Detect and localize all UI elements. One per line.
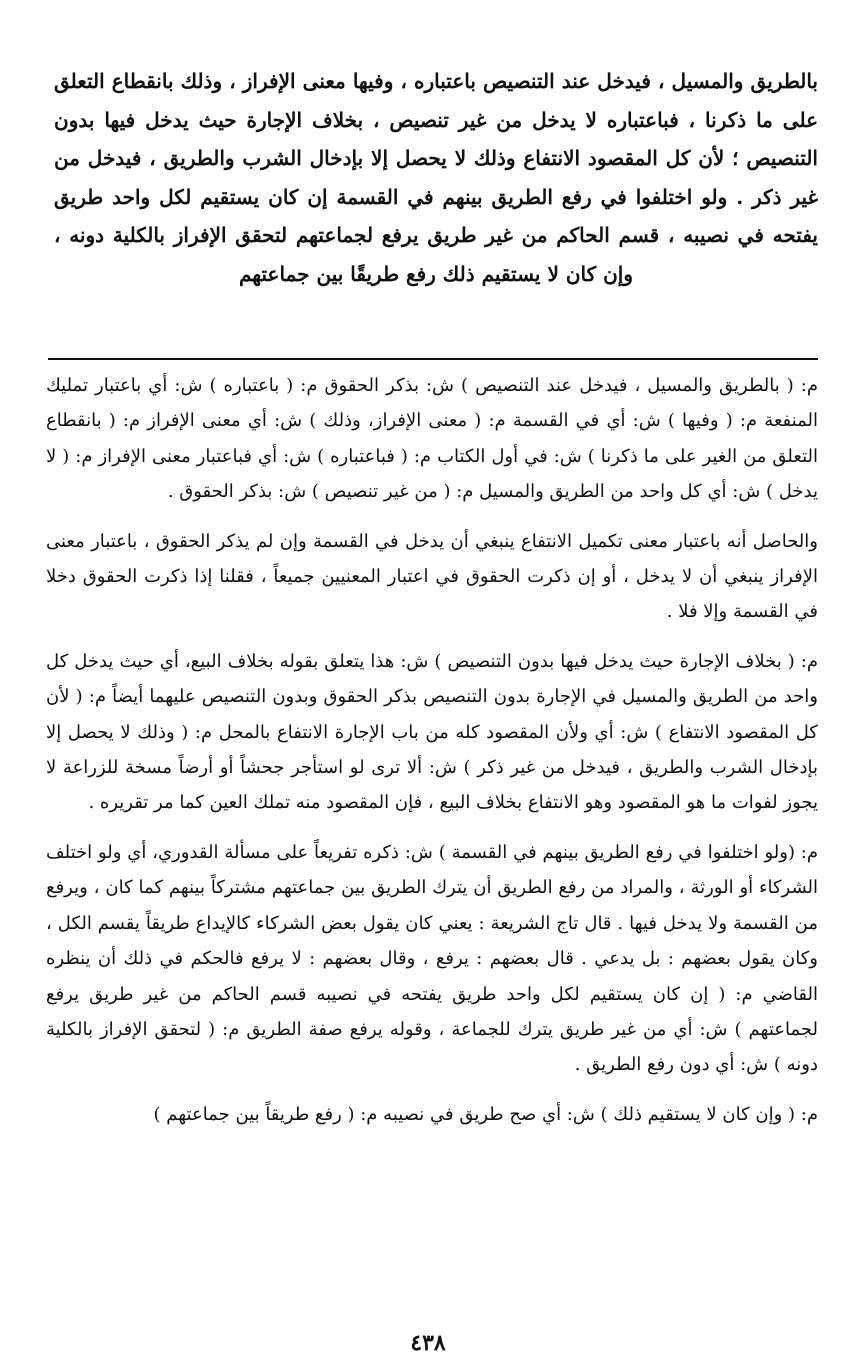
commentary-paragraph: م: ( وإن كان لا يستقيم ذلك ) ش: أي صح طريق في نصيبه م: ( رفع طريقاً بين جماعتهم ): [153, 1103, 818, 1125]
commentary-paragraph: م: (ولو اختلفوا في رفع الطريق بينهم في القسمة ) ش: ذكره تفريعاً على مسألة القدوري، أي ولو اختلف الشركاء أو الورثة ، والمراد من رفع الطريق أن يترك الطريق بين جماعتهم مشتركاً بينهم كما كان ، ويرفع من القسمة ولا يدخل فيها . قال تاج الشريعة : يعني كان يقول بعض الشركاء كالإيداع طريقاً يقسم الكل ، وكان يقول بعضهم : بل يدعي . قال بعضهم : يرفع ، وقال بعضهم : لا يرفع فالحكم في ذلك أن ينظره القاضي م: ( إن كان يستقيم لكل واحد طريق يفتحه في نصيبه قسم الحاكم من غير طريق يرفع لجماعتهم ) ش: أي من غير طريق يترك للجماعة ، وقوله يرفع صفة الطريق م: ( لتحقق الإفراز بالكلية دونه ) ش: أي دون رفع الطريق .: [46, 841, 819, 1076]
commentary-paragraph: م: ( بالطريق والمسيل ، فيدخل عند التنصيص ) ش: بذكر الحقوق م: ( باعتباره ) ش: أي باعتبار تمليك المنفعة م: ( وفيها ) ش: أي في القسمة م: ( معنى الإفراز، وذلك ) ش: أي معنى الإفراز م: ( بانقطاع التعلق من الغير على ما ذكرنا ) ش: في أول الكتاب م: ( فباعتباره ) ش: أي فباعتبار معنى الإفراز م: ( لا يدخل ) ش: أي كل واحد من الطريق والمسيل م: ( من غير تنصيص ) ش: بذكر الحقوق .: [46, 375, 818, 503]
main-text: بالطريق والمسيل ، فيدخل عند التنصيص باعتباره ، وفيها معنى الإفراز ، وذلك بانقطاع التعلق على ما ذكرنا ، فباعتباره لا يدخل من غير تنصيص ، بخلاف الإجارة حيث يدخل فيها بدون التنصيص ؛ لأن كل المقصود الانتفاع وذلك لا يحصل إلا بإدخال الشرب والطريق ، فيدخل من غير ذكر . ولو اختلفوا في رفع الطريق بينهم في القسمة إن كان يستقيم لكل واحد طريق يفتحه في نصيبه ، قسم الحاكم من غير طريق يرفع لجماعتهم لتحقق الإفراز بالكلية دونه ، وإن كان لا يستقيم ذلك رفع طريقًا بين جماعتهم: [54, 69, 819, 286]
commentary-paragraph: م: ( بخلاف الإجارة حيث يدخل فيها بدون التنصيص ) ش: هذا يتعلق بقوله بخلاف البيع، أي حيث يدخل كل واحد من الطريق والمسيل في الإجارة بدون التنصيص بذكر الحقوق وبدون التنصيص عليهما أيضاً م: ( لأن كل المقصود الانتفاع ) ش: أي ولأن المقصود كله من باب الإجارة الانتفاع بالمحل م: ( وذلك لا يحصل إلا بإدخال الشرب والطريق ، فيدخل من غير ذكر ) ش: ألا ترى لو استأجر جحشاً أو أرضاً مسخة للزراعة لا يجوز لفوات ما هو المقصود وهو الانتفاع بخلاف البيع ، فإن المقصود منه تملك العين كما مر تقريره .: [46, 650, 818, 814]
page-number: ٤٣٨: [410, 1330, 446, 1356]
separator-rule: [48, 358, 818, 360]
commentary-paragraph: والحاصل أنه باعتبار معنى تكميل الانتفاع ينبغي أن يدخل في القسمة وإن لم يذكر الحقوق ، باعتبار معنى الإفراز ينبغي أن لا يدخل ، أو إن ذكرت الحقوق في اعتبار المعنيين جميعاً ، فقلنا إذا ذكرت الحقوق دخلا في القسمة وإلا فلا .: [46, 530, 818, 623]
commentary: [46, 368, 818, 1132]
